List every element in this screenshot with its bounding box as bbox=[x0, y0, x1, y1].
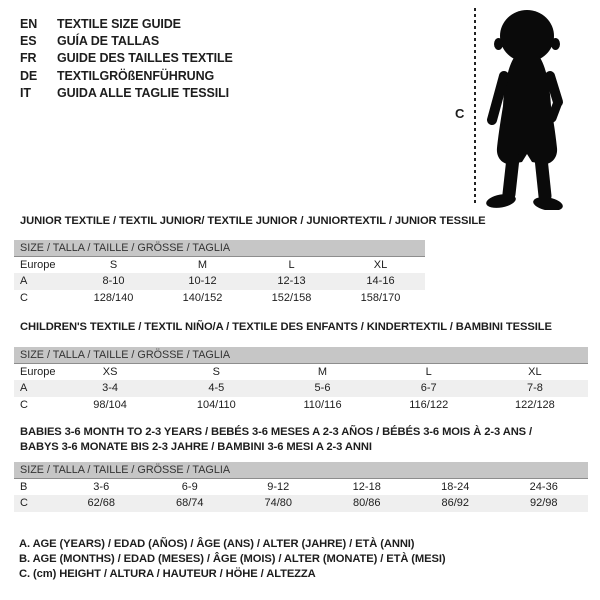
table-cell: 18-24 bbox=[441, 481, 470, 494]
language-row bbox=[20, 50, 233, 67]
size-header-bar: SIZE / TALLA / TAILLE / GRÖSSE / TAGLIA bbox=[14, 462, 588, 479]
table-cell: S bbox=[109, 259, 118, 272]
footnote-c: C. (cm) HEIGHT / ALTURA / HAUTEUR / HÖHE / ALTEZZA bbox=[19, 568, 316, 581]
table-cell: 24-36 bbox=[529, 481, 558, 494]
language-code: EN bbox=[20, 16, 38, 31]
table-cell: 12-13 bbox=[277, 275, 306, 288]
size-header-bar: SIZE / TALLA / TAILLE / GRÖSSE / TAGLIA bbox=[14, 240, 425, 257]
language-code: IT bbox=[20, 85, 31, 100]
table-row bbox=[14, 479, 588, 495]
section-title-line: BABYS 3-6 MONATE BIS 2-3 JAHRE / BAMBINI 3-6 MESI A 2-3 ANNI bbox=[20, 441, 372, 453]
table-cell: S bbox=[212, 366, 220, 379]
table-cell: 98/104 bbox=[93, 398, 127, 411]
height-measure-dashed-line bbox=[474, 8, 476, 206]
language-title: GUIDE DES TAILLES TEXTILE bbox=[57, 51, 233, 66]
language-row bbox=[20, 67, 233, 84]
row-label: C bbox=[20, 398, 28, 411]
language-row bbox=[20, 84, 233, 101]
language-code: FR bbox=[20, 51, 37, 66]
junior-section-title bbox=[20, 214, 485, 229]
row-label: A bbox=[20, 275, 28, 288]
table-row bbox=[14, 364, 588, 380]
table-cell: 7-8 bbox=[526, 382, 543, 395]
table-cell: XS bbox=[102, 366, 118, 379]
section-title-line: BABIES 3-6 MONTH TO 2-3 YEARS / BEBÉS 3-6 MESES A 2-3 AÑOS / BÉBÉS 3-6 MOIS À 2-3 ANS / bbox=[20, 426, 533, 438]
table-cell: 110/116 bbox=[303, 398, 342, 411]
section-title-line: CHILDREN'S TEXTILE / TEXTIL NIÑO/A / TEXTILE DES ENFANTS / KINDERTEXTIL / BAMBINI TESSILE bbox=[20, 321, 552, 333]
table-cell: 3-6 bbox=[93, 481, 110, 494]
table-cell: 8-10 bbox=[102, 275, 125, 288]
table-cell: 158/170 bbox=[360, 291, 401, 304]
size-header-bar: SIZE / TALLA / TAILLE / GRÖSSE / TAGLIA bbox=[14, 347, 588, 364]
language-row bbox=[20, 15, 233, 32]
junior-size-table bbox=[14, 240, 425, 306]
table-cell: 68/74 bbox=[175, 497, 204, 510]
table-cell: 104/110 bbox=[196, 398, 236, 411]
row-label: C bbox=[20, 291, 28, 304]
language-code: DE bbox=[20, 68, 38, 83]
row-label: A bbox=[20, 382, 28, 395]
table-cell: 116/122 bbox=[409, 398, 449, 411]
table-cell: 6-9 bbox=[181, 481, 198, 494]
children-section-title bbox=[20, 320, 552, 335]
row-label: B bbox=[20, 481, 28, 494]
footnote-a: A. AGE (YEARS) / EDAD (AÑOS) / ÂGE (ANS) / ALTER (JAHRE) / ETÀ (ANNI) bbox=[19, 538, 415, 550]
language-title: TEXTILE SIZE GUIDE bbox=[57, 16, 181, 31]
children-size-table bbox=[14, 347, 588, 413]
table-cell: 14-16 bbox=[366, 275, 395, 288]
table-cell: 92/98 bbox=[529, 497, 558, 510]
language-row bbox=[20, 32, 233, 49]
babies-size-table bbox=[14, 462, 588, 512]
section-title-line: JUNIOR TEXTILE / TEXTIL JUNIOR/ TEXTILE JUNIOR / JUNIORTEXTIL / JUNIOR TESSILE bbox=[20, 215, 486, 227]
table-cell: 152/158 bbox=[271, 291, 312, 304]
language-code: ES bbox=[20, 33, 37, 48]
footnotes bbox=[19, 537, 446, 583]
footnote-b: B. AGE (MONTHS) / EDAD (MESES) / ÂGE (MOIS) / ALTER (MONATE) / ETÀ (MESI) bbox=[19, 553, 446, 566]
language-title: GUÍA DE TALLAS bbox=[57, 33, 160, 48]
table-row bbox=[14, 273, 425, 289]
table-row bbox=[14, 397, 588, 413]
table-cell: 9-12 bbox=[267, 481, 290, 494]
language-list bbox=[20, 15, 233, 101]
table-cell: 12-18 bbox=[352, 481, 381, 494]
height-measure-label: C bbox=[455, 106, 465, 121]
table-cell: 5-6 bbox=[314, 382, 331, 395]
table-cell: XL bbox=[373, 259, 388, 272]
table-cell: 128/140 bbox=[93, 291, 134, 304]
language-title: TEXTILGRÖßENFÜHRUNG bbox=[57, 68, 215, 83]
row-label: Europe bbox=[20, 366, 56, 379]
table-cell: 3-4 bbox=[102, 382, 119, 395]
table-cell: 122/128 bbox=[515, 398, 555, 411]
table-cell: XL bbox=[528, 366, 542, 379]
table-row bbox=[14, 495, 588, 511]
table-cell: 62/68 bbox=[87, 497, 116, 510]
table-cell: 86/92 bbox=[441, 497, 470, 510]
language-title: GUIDA ALLE TAGLIE TESSILI bbox=[57, 85, 230, 100]
table-cell: 10-12 bbox=[188, 275, 217, 288]
table-cell: 74/80 bbox=[264, 497, 293, 510]
table-cell: 80/86 bbox=[352, 497, 381, 510]
row-label: C bbox=[20, 497, 28, 510]
toddler-silhouette bbox=[484, 8, 570, 210]
row-label: Europe bbox=[20, 259, 56, 272]
table-cell: L bbox=[425, 366, 432, 379]
table-cell: 6-7 bbox=[420, 382, 437, 395]
table-cell: 140/152 bbox=[182, 291, 223, 304]
table-row bbox=[14, 257, 425, 273]
table-row bbox=[14, 290, 425, 306]
table-row bbox=[14, 380, 588, 396]
table-cell: 4-5 bbox=[208, 382, 225, 395]
table-cell: L bbox=[288, 259, 295, 272]
table-cell: M bbox=[197, 259, 208, 272]
table-cell: M bbox=[317, 366, 328, 379]
babies-section-title bbox=[20, 425, 532, 455]
